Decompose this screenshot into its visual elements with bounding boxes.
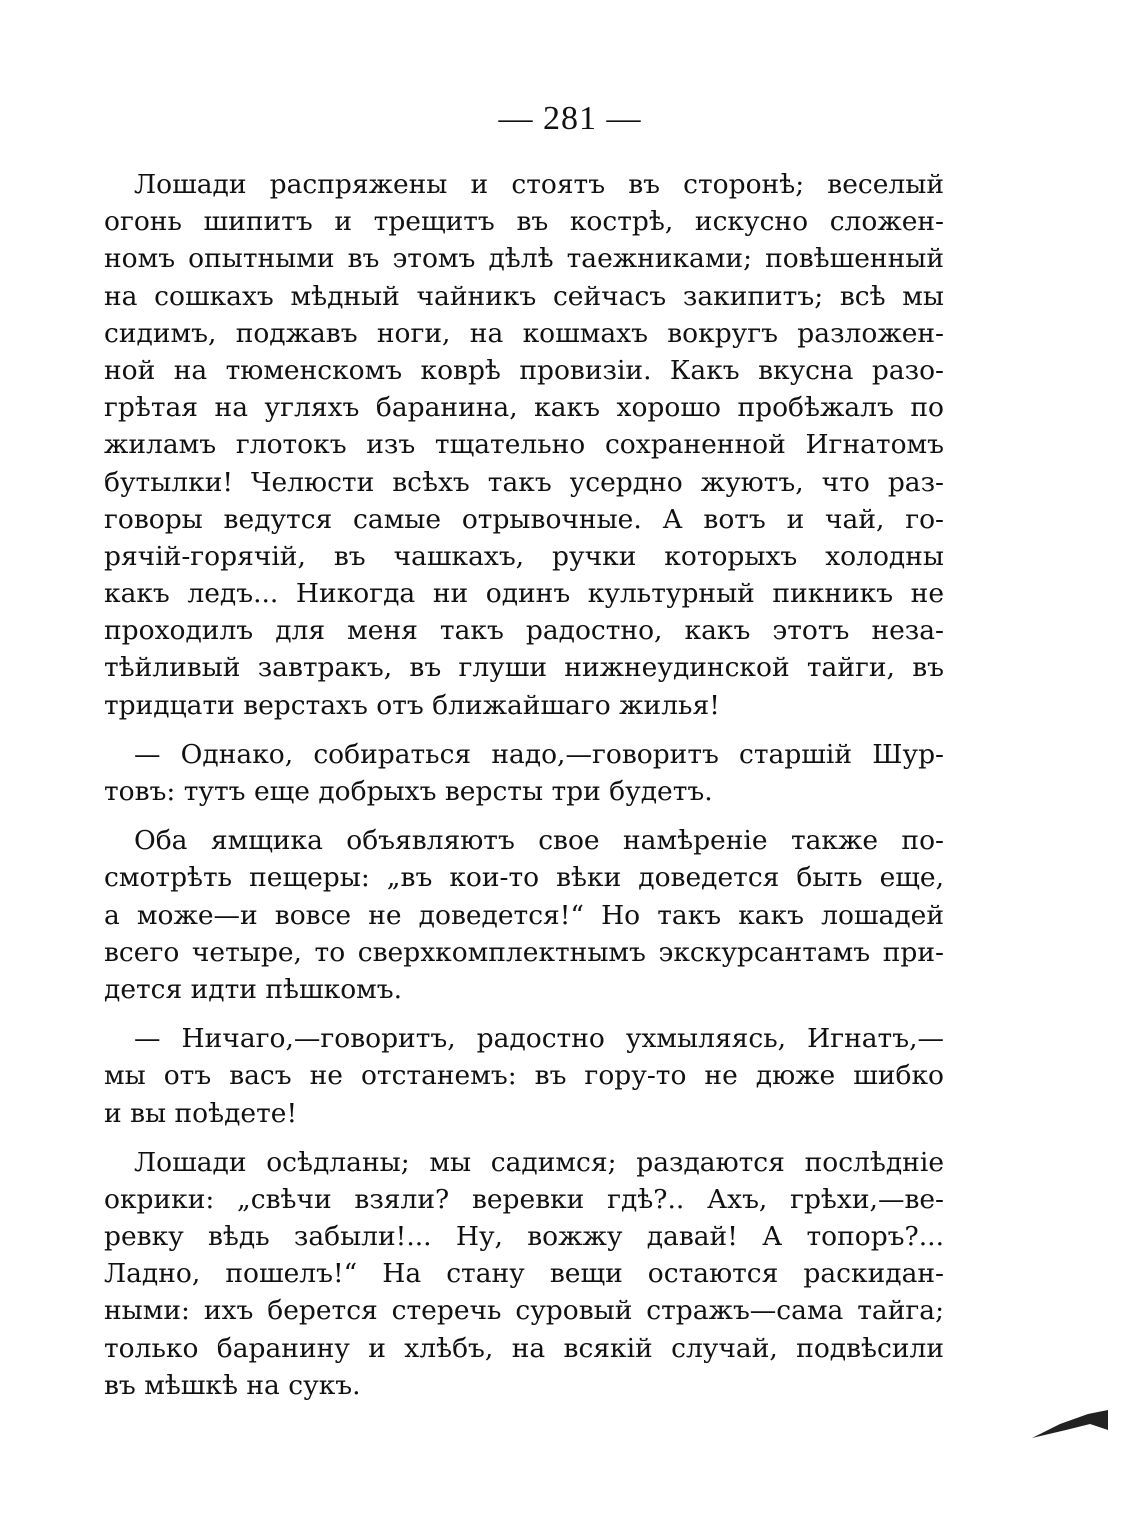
text-line: — Однако, собираться надо,—говоритъ старшій Шур- xyxy=(134,738,944,770)
text-line: тридцати верстахъ отъ ближайшаго жилья! xyxy=(104,689,720,721)
text-line: всего четыре, то сверхкомплектнымъ экскурсантамъ при- xyxy=(104,936,944,968)
text-line: жиламъ глотокъ изъ тщательно сохраненной Игнатомъ xyxy=(104,429,944,461)
text-line: сидимъ, поджавъ ноги, на кошмахъ вокругъ разложен- xyxy=(104,317,944,349)
text-line: Лошади осѣдланы; мы садимся; раздаются послѣдніе xyxy=(134,1146,944,1178)
text-line: рячій-горячій, въ чашкахъ, ручки которыхъ холодны xyxy=(104,540,944,572)
text-line: огонь шипитъ и трещитъ въ кострѣ, искусно сложен- xyxy=(104,206,944,238)
text-line: на сошкахъ мѣдный чайникъ сейчасъ закипитъ; всѣ мы xyxy=(104,280,944,312)
text-line: дется идти пѣшкомъ. xyxy=(104,973,403,1005)
text-line: номъ опытными въ этомъ дѣлѣ таежниками; повѣшенный xyxy=(104,243,944,275)
text-line: въ мѣшкѣ на сукъ. xyxy=(104,1369,361,1401)
paragraph xyxy=(104,736,944,810)
paragraph xyxy=(104,166,944,724)
text-line: только баранину и хлѣбъ, на всякій случай, подвѣсили xyxy=(104,1332,944,1364)
paragraph xyxy=(104,822,944,1008)
text-line: ревку вѣдь забыли!... Ну, вожжу давай! А топоръ?... xyxy=(104,1221,944,1253)
body-text xyxy=(104,166,944,1416)
text-line: и вы поѣдете! xyxy=(104,1097,298,1129)
text-line: какъ ледъ... Никогда ни одинъ культурный пикникъ не xyxy=(104,578,944,610)
text-line: говоры ведутся самые отрывочные. А вотъ и чай, го- xyxy=(104,503,944,535)
text-line: — Ничаго,—говоритъ, радостно ухмыляясь, Игнатъ,— xyxy=(134,1023,944,1055)
text-line: Лошади распряжены и стоятъ въ сторонѣ; веселый xyxy=(134,169,944,200)
text-line: смотрѣть пещеры: „въ кои-то вѣки доведется быть еще, xyxy=(104,862,944,894)
ink-smudge-mark xyxy=(1030,1402,1110,1442)
text-line: бутылки! Челюсти всѣхъ такъ усердно жуютъ, что раз- xyxy=(104,466,944,498)
text-line: мы отъ васъ не отстанемъ: въ гору-то не дюже шибко xyxy=(104,1060,944,1092)
text-line: Оба ямщика объявляютъ свое намѣреніе также по- xyxy=(134,825,944,857)
text-line: ными: ихъ берется стеречь суровый стражъ—сама тайга; xyxy=(104,1295,944,1327)
text-line: проходилъ для меня такъ радостно, какъ этотъ неза- xyxy=(104,615,944,647)
page-number: — 281 — xyxy=(498,100,642,137)
text-line: окрики: „свѣчи взяли? веревки гдѣ?.. Ахъ, грѣхи,—ве- xyxy=(104,1183,944,1215)
text-line: тѣйливый завтракъ, въ глуши нижнеудинской тайги, въ xyxy=(104,652,944,684)
text-line: грѣтая на угляхъ баранина, какъ хорошо пробѣжалъ по xyxy=(104,392,944,424)
text-line: Ладно, пошелъ!“ На стану вещи остаются раскидан- xyxy=(104,1258,944,1290)
paragraph xyxy=(104,1144,944,1404)
text-line: а може—и вовсе не доведется!“ Но такъ какъ лошадей xyxy=(104,899,944,931)
paragraph xyxy=(104,1020,944,1132)
text-line: товъ: тутъ еще добрыхъ версты три будетъ. xyxy=(104,776,713,807)
text-line: ной на тюменскомъ коврѣ провизіи. Какъ вкусна разо- xyxy=(104,354,944,386)
